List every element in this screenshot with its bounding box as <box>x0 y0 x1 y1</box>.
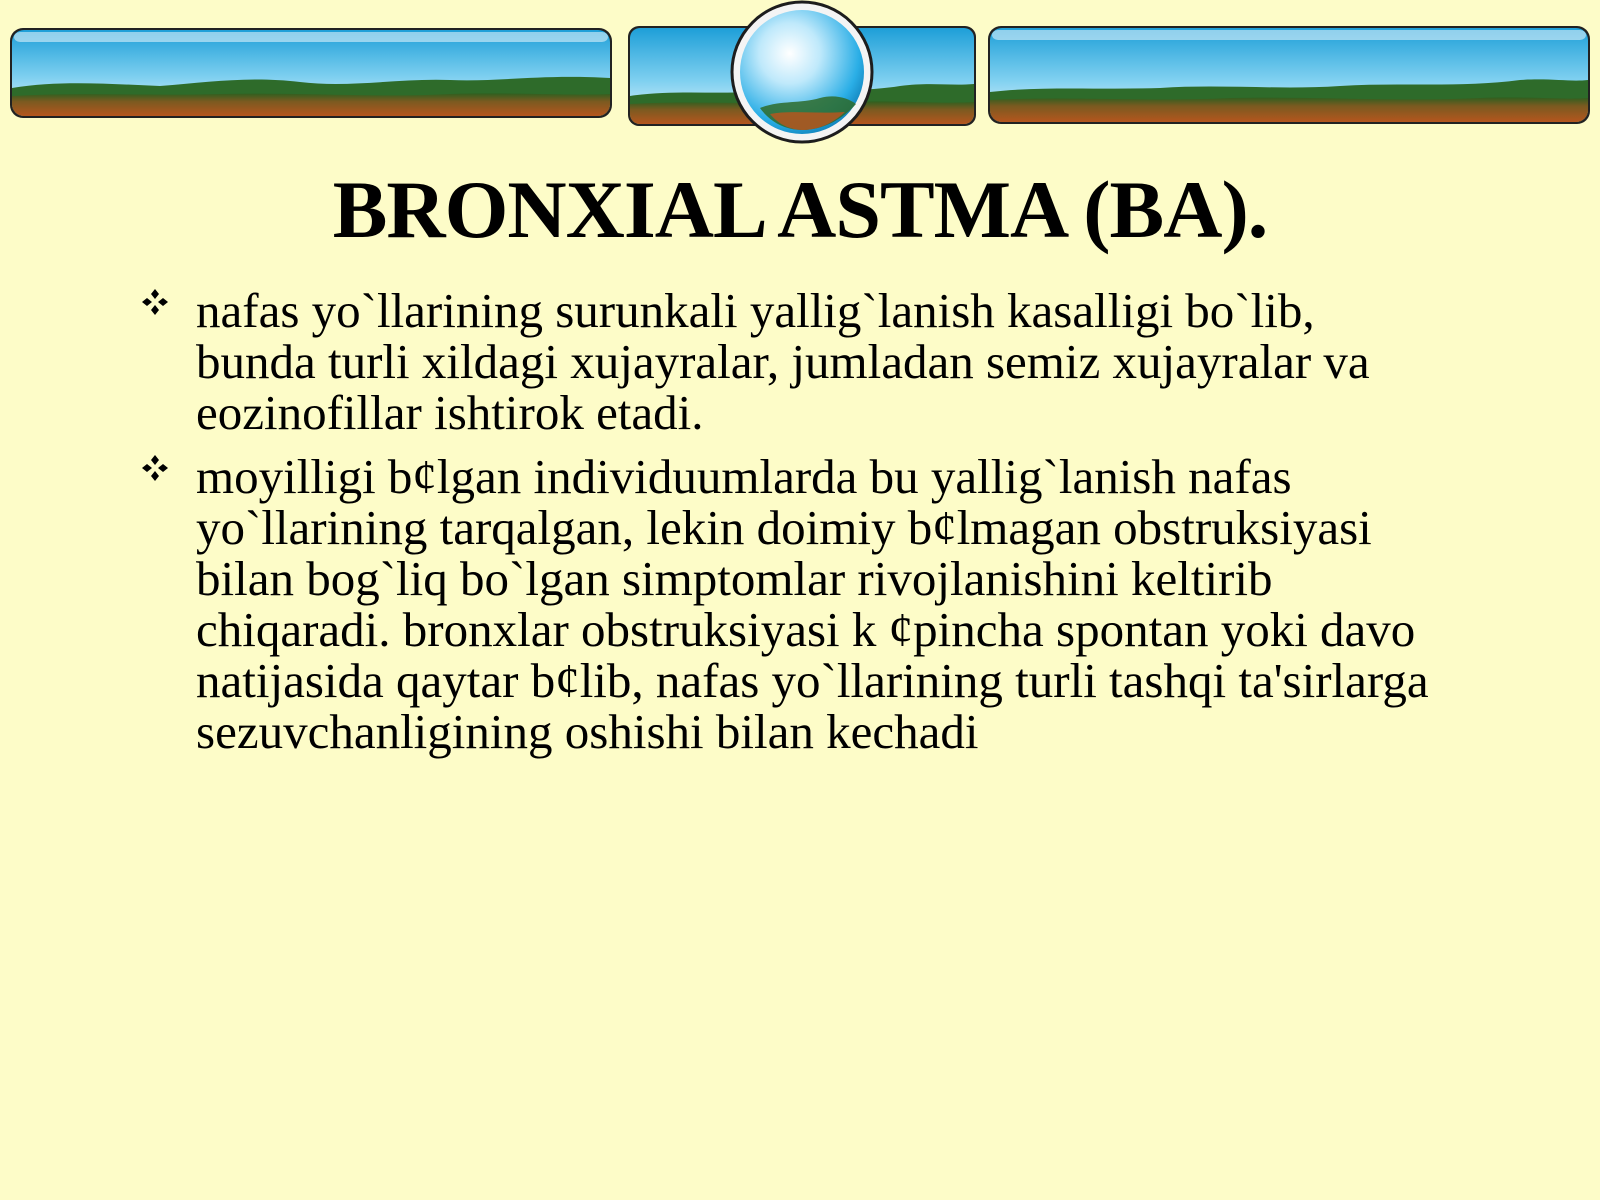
banner-right-panel <box>988 26 1590 124</box>
bullet-item <box>140 285 1440 438</box>
landscape-banner <box>0 0 1600 150</box>
bullet-text: moyilligi b¢lgan individuumlarda bu yallig`lanish nafas yo`llarining tarqalgan, lekin doimiy b¢lmagan obstruksiyasi bilan bog`liq bo`lgan simptomlar rivojlanishini keltirib chiqaradi. bronxlar obstruksiyasi k ¢pincha spontan yoki davo natijasida qaytar b¢lib, nafas yo`llarining turli tashqi ta'sirlarga sezuvchanligining oshishi bilan kechadi <box>196 449 1429 759</box>
slide-title: BRONXIAL ASTMA (BA). <box>332 164 1268 255</box>
globe-icon <box>732 2 872 142</box>
bullet-list <box>140 285 1440 770</box>
diamond-bullet-icon <box>140 453 170 483</box>
bullet-item <box>140 451 1440 757</box>
banner-left-panel <box>10 28 612 118</box>
diamond-bullet-icon <box>140 287 170 317</box>
bullet-text: nafas yo`llarining surunkali yallig`lanish kasalligi bo`lib, bunda turli xildagi xujayralar, jumladan semiz xujayralar va eozinofillar ishtirok etadi. <box>196 283 1370 440</box>
